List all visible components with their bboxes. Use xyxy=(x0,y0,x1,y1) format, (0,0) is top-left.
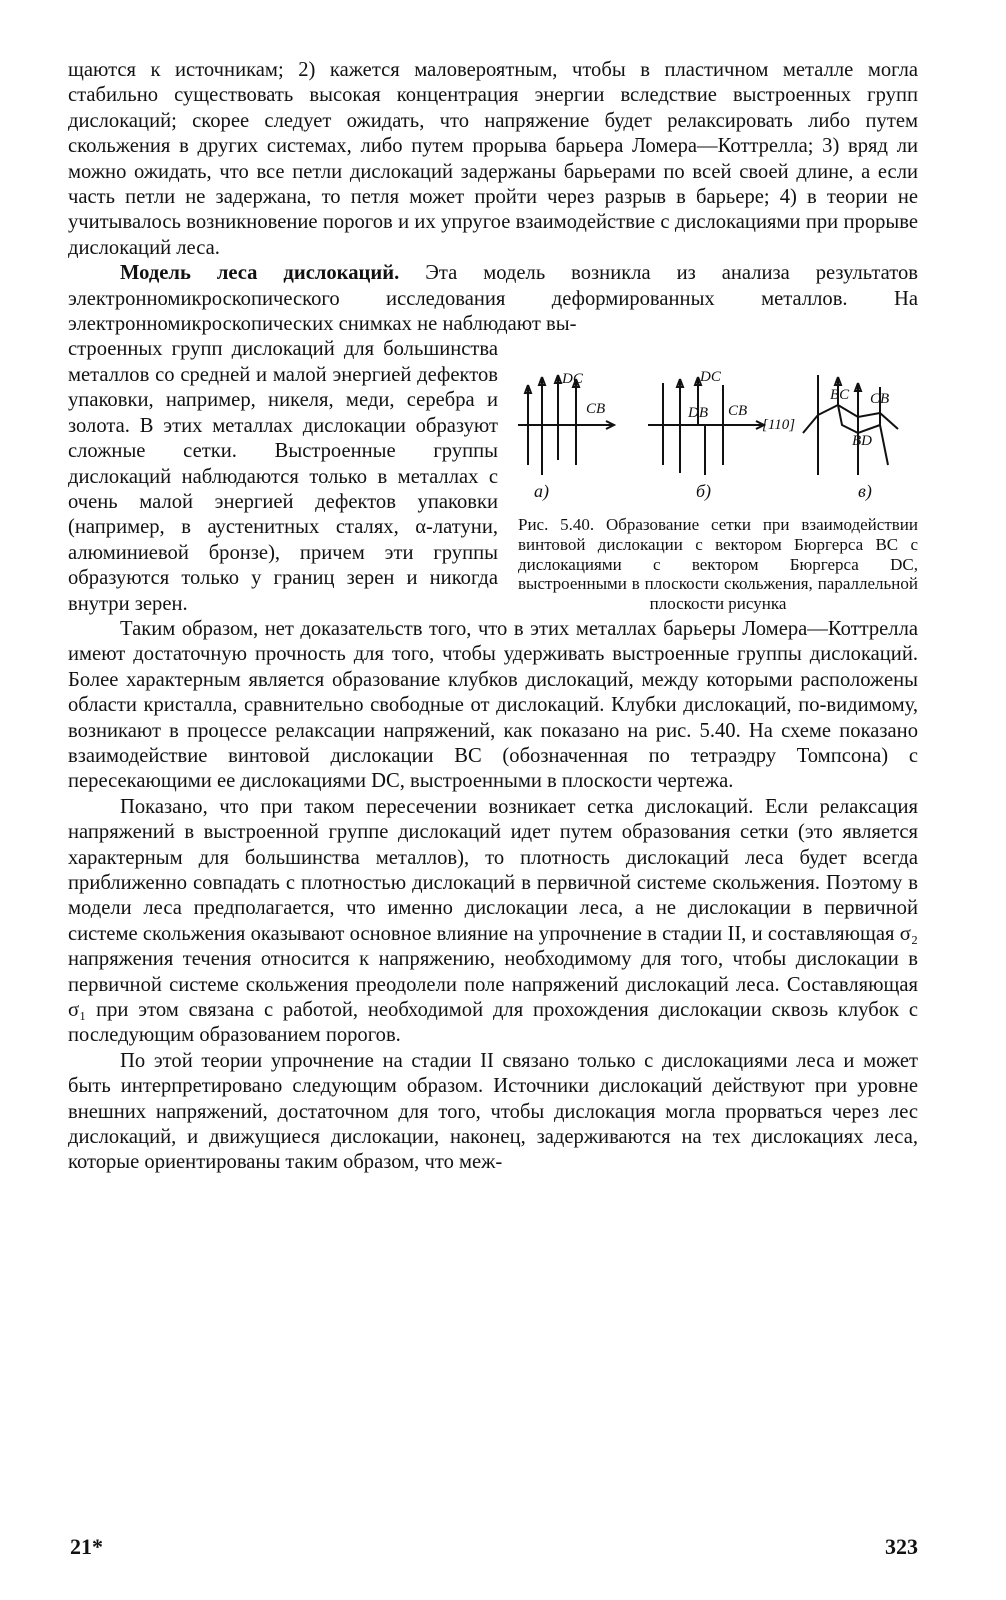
signature-mark: 21* xyxy=(70,1534,103,1559)
dislocation-network-diagram xyxy=(518,355,918,505)
paragraph-4: Показано, что при таком пересечении возникает сетка дислокаций. Если релаксация напряжений в выстроенной группе дислокаций идет путем образования сетки (это является характерным для большинства металлов), то плотность дислокаций леса будет всегда приближенно совпадать с плотностью дислокаций в первичной системе скольжения. Поэтому в модели леса предполагается, что именно дислокации леса, а не дислокации в первичной системе скольжения оказывают основное влияние на упрочнение в стадии II, и составляющая σ₂ напряжения течения относится к напряжению, необходимому для того, чтобы дислокации в первичной системе скольжения преодолели поле напряжений дислокаций леса. Составляющая σ₁ при этом связана с работой, необходимой для прохождения дислокации сквозь клубок с последующим образованием порогов. xyxy=(68,795,918,1047)
part-c-diagram xyxy=(803,375,898,475)
part-a-diagram xyxy=(518,375,614,475)
text-with-figure xyxy=(68,337,918,616)
part-b-label: б) xyxy=(696,481,712,502)
figure-caption xyxy=(518,515,918,613)
label-c-bd: BD xyxy=(852,433,872,450)
paragraph-1: щаются к источникам; 2) кажется маловероятным, чтобы в пластичном металле могла стабильно существовать высокая концентрация энергии вследствие выстроенных групп дислокаций; скорее следует ожидать, что напряжение будет релаксировать либо путем скольжения в других системах, либо путем прорыва барьера Ломера—Коттрелла; 3) вряд ли можно ожидать, что все петли дислокаций задержаны барьерами по всей своей длине, а если часть петли не задержана, то петля может пройти через разрыв в барьере; 4) в теории не учитывалось возникновение порогов и их упругое взаимодействие с дислокациями при прорыве дислокаций леса. xyxy=(68,59,918,259)
left-column xyxy=(68,337,498,616)
label-c-bc: BC xyxy=(830,387,850,404)
caption-number: Рис. 5.40. xyxy=(518,515,595,535)
label-b-db: DB xyxy=(688,405,708,422)
label-b-110: [110] xyxy=(762,417,796,434)
figure-5-40 xyxy=(518,355,918,613)
label-a-dc: DC xyxy=(562,371,583,388)
label-b-dc: DC xyxy=(700,369,721,386)
part-a-label: а) xyxy=(534,481,549,502)
paragraph-2-text: Эта модель возникла из анализа результатов электронномикроскопического исследования деформированных металлов. На электронномикроскопических снимках не наблюдают вы- xyxy=(68,262,918,336)
section-heading: Модель леса дислокаций. xyxy=(120,262,400,285)
page-body xyxy=(68,58,918,1176)
paragraph-2-continued: строенных групп дислокаций для большинства металлов со средней и малой энергией дефектов упаковки, например, никеля, меди, серебра и золота. В этих металлах дислокации образуют сложные сетки. Выстроенные группы дислокаций наблюдаются только в металлах с очень малой энергией дефектов упаковки (например, в аустенитных сталях, α-латуни, алюминиевой бронзе), причем эти группы образуются только у границ зерен и никогда внутри зерен. xyxy=(68,338,498,615)
paragraph-3: Таким образом, нет доказательств того, что в этих металлах барьеры Ломера—Коттрелла имеют достаточную прочность для того, чтобы удерживать выстроенные группы дислокаций. Более характерным является образование клубков дислокаций, между которыми расположены области кристалла, сравнительно свободные от дислокаций. Клубки дислокаций, по-видимому, возникают в процессе релаксации напряжений, как показано на рис. 5.40. На схеме показано взаимодействие винтовой дислокации BC (обозначенная по тетраэдру Томпсона) с пересекающими ее дислокациями DC, выстроенными в плоскости чертежа. xyxy=(68,617,918,793)
page-number: 323 xyxy=(885,1534,918,1559)
label-a-cb: CB xyxy=(586,401,606,418)
label-b-cb: CB xyxy=(728,403,748,420)
paragraph-5: По этой теории упрочнение на стадии II связано только с дислокациями леса и может быть интерпретировано следующим образом. Источники дислокаций действуют при уровне внешних напряжений, достаточном для того, чтобы дислокация могла прорваться через лес дислокаций, и движущиеся дислокации, наконец, задерживаются на тех дислокациях леса, которые ориентированы таким образом, что меж- xyxy=(68,1049,918,1174)
label-c-cb: CB xyxy=(870,391,890,408)
paragraph-2 xyxy=(68,261,918,337)
part-c-label: в) xyxy=(858,481,872,502)
caption-text: Образование сетки при взаимодействии винтовой дислокации с вектором Бюргерса BC с дислокациями с вектором Бюргерса DC, выстроенными в плоскости скольжения, параллельной плоскости рисунка xyxy=(518,515,918,613)
part-b-diagram xyxy=(648,377,764,475)
